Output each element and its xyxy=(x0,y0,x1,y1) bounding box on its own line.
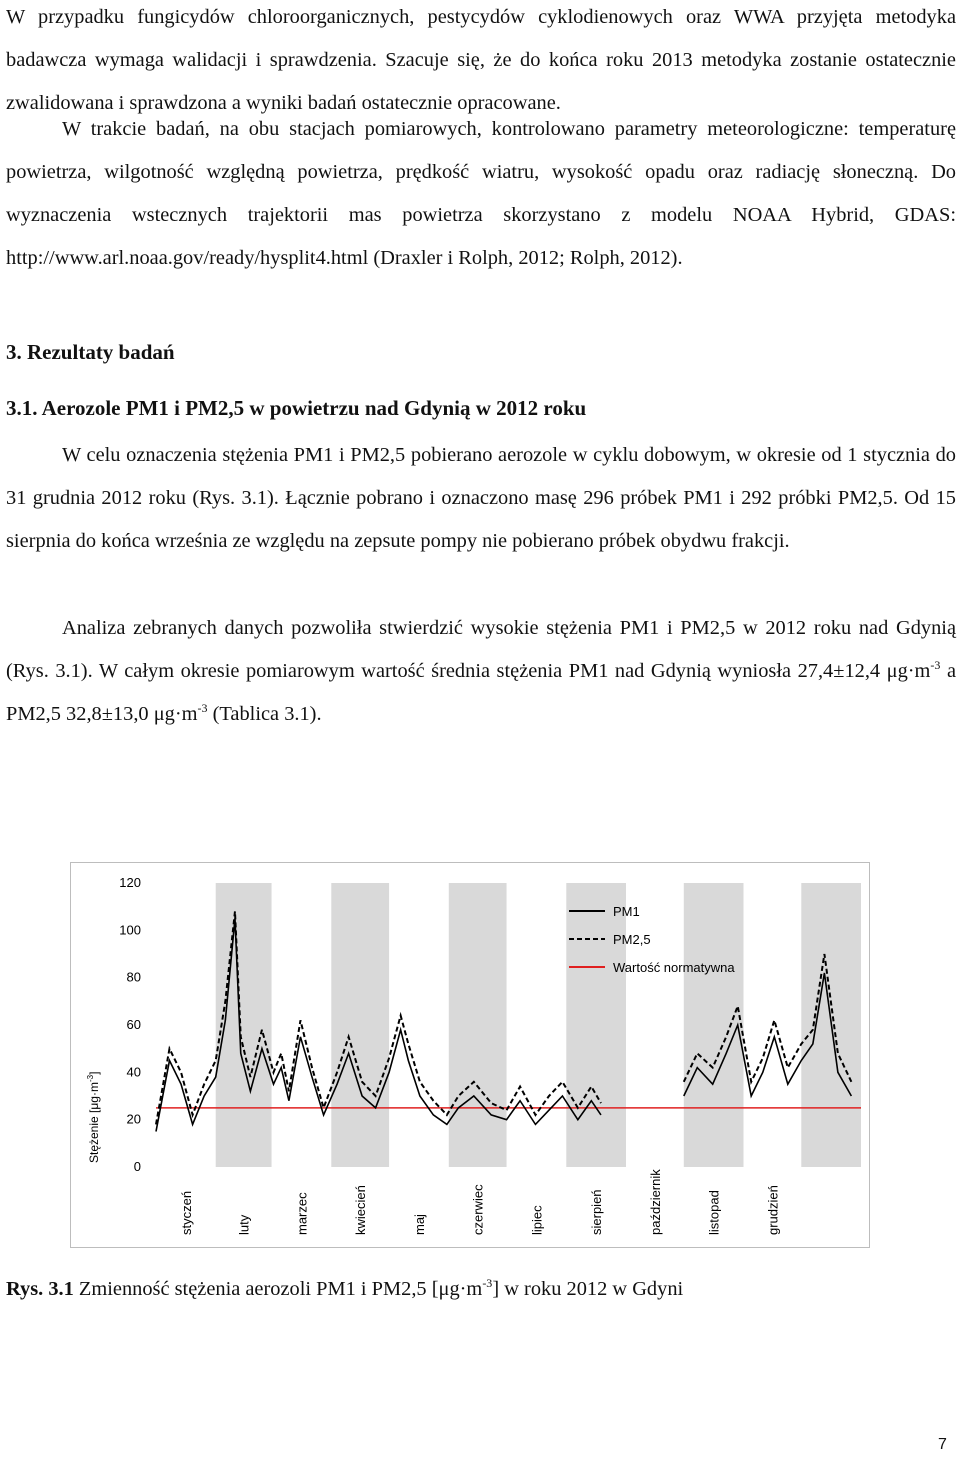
paragraph-sampling: W celu oznaczenia stężenia PM1 i PM2,5 pobierano aerozole w cyklu dobowym, w okresie od 1 stycznia do 31 grudnia 2012 roku (Rys. 3.1). Łącznie pobrano i oznaczono masę 296 próbek PM1 i 292 próbki PM2,5. Od 15 sierpnia do końca września ze względu na zepsute pompy nie pobierano próbek obydwu frakcji. xyxy=(6,444,956,552)
subsection-heading: 3.1. Aerozole PM1 i PM2,5 w powietrzu nad Gdynią w 2012 roku xyxy=(6,396,587,420)
month-label: grudzień xyxy=(765,1185,781,1235)
month-shade xyxy=(566,883,626,1167)
caption-text-b: ] w roku 2012 w Gdyni xyxy=(492,1278,684,1300)
paragraph-analysis xyxy=(6,607,956,736)
month-label: czerwiec xyxy=(470,1184,486,1235)
y-tick-label: 20 xyxy=(126,1111,141,1127)
month-label: październik xyxy=(647,1169,663,1235)
month-label: sierpień xyxy=(589,1189,605,1235)
figure-caption xyxy=(6,1278,683,1301)
y-tick-label: 80 xyxy=(126,969,141,985)
month-label: styczeń xyxy=(178,1190,194,1235)
month-label: lipiec xyxy=(529,1205,545,1235)
y-tick-label: 40 xyxy=(126,1064,141,1080)
legend-label: Wartość normatywna xyxy=(613,960,735,975)
y-tick-label: 0 xyxy=(133,1159,141,1174)
paragraph-intro: W przypadku fungicydów chloroorganicznych, pestycydów cyklodienowych oraz WWA przyjęta metodyka badawcza wymaga walidacji i sprawdzenia. Szacuje się, że do końca roku 2013 metodyka zostanie ostatecznie zwalidowana i sprawdzona a wyniki badań ostatecznie opracowane. xyxy=(6,6,956,114)
month-label: maj xyxy=(411,1214,427,1235)
caption-label: Rys. 3.1 xyxy=(6,1278,74,1300)
legend-label: PM1 xyxy=(613,904,640,919)
analysis-text-a: Analiza zebranych danych pozwoliła stwierdzić wysokie stężenia PM1 i PM2,5 w 2012 roku nad Gdynią (Rys. 3.1). W całym okresie pomiarowym wartość średnia stężenia PM1 nad Gdynią wyniosła 27,4±12,4 μg·m xyxy=(6,617,956,682)
caption-text-a: Zmienność stężenia aerozoli PM1 i PM2,5 [μg·m xyxy=(73,1278,483,1300)
y-tick-label: 100 xyxy=(119,922,141,938)
paragraph-meteo: W trakcie badań, na obu stacjach pomiarowych, kontrolowano parametry meteorologiczne: temperaturę powietrza, wilgotność względną powietrza, prędkość wiatru, wysokość opadu oraz radiację słoneczną. Do wyznaczenia wstecznych trajektorii mas powietrza skorzystano z modelu NOAA Hybrid, GDAS: http://www.arl.noaa.gov/ready/hysplit4.html (Draxler i Rolph, 2012; Rolph, 2012). xyxy=(6,118,956,269)
analysis-text-b: a PM2,5 32,8±13,0 μg·m xyxy=(6,660,956,725)
y-tick-label: 120 xyxy=(119,875,141,890)
page-number: 7 xyxy=(938,1436,947,1453)
month-label: kwiecień xyxy=(353,1185,369,1235)
analysis-text-c: (Tablica 3.1). xyxy=(207,703,322,725)
unit-superscript: -3 xyxy=(197,701,208,716)
month-label: listopad xyxy=(706,1190,722,1235)
caption-superscript: -3 xyxy=(482,1276,493,1291)
legend-label: PM2,5 xyxy=(613,932,651,947)
y-tick-label: 60 xyxy=(126,1017,141,1032)
month-shade xyxy=(449,883,507,1167)
month-label: luty xyxy=(236,1214,252,1235)
section-heading: 3. Rezultaty badań xyxy=(6,340,175,364)
unit-superscript: -3 xyxy=(930,658,941,673)
figure-chart xyxy=(70,862,870,1248)
month-shade xyxy=(331,883,389,1167)
month-shade xyxy=(684,883,744,1167)
month-label: marzec xyxy=(294,1192,310,1235)
pm-concentration-chart xyxy=(71,863,869,1247)
y-axis-label: Stężenie $[\mu g\cdot m^{-3}]$ xyxy=(86,1071,101,1163)
